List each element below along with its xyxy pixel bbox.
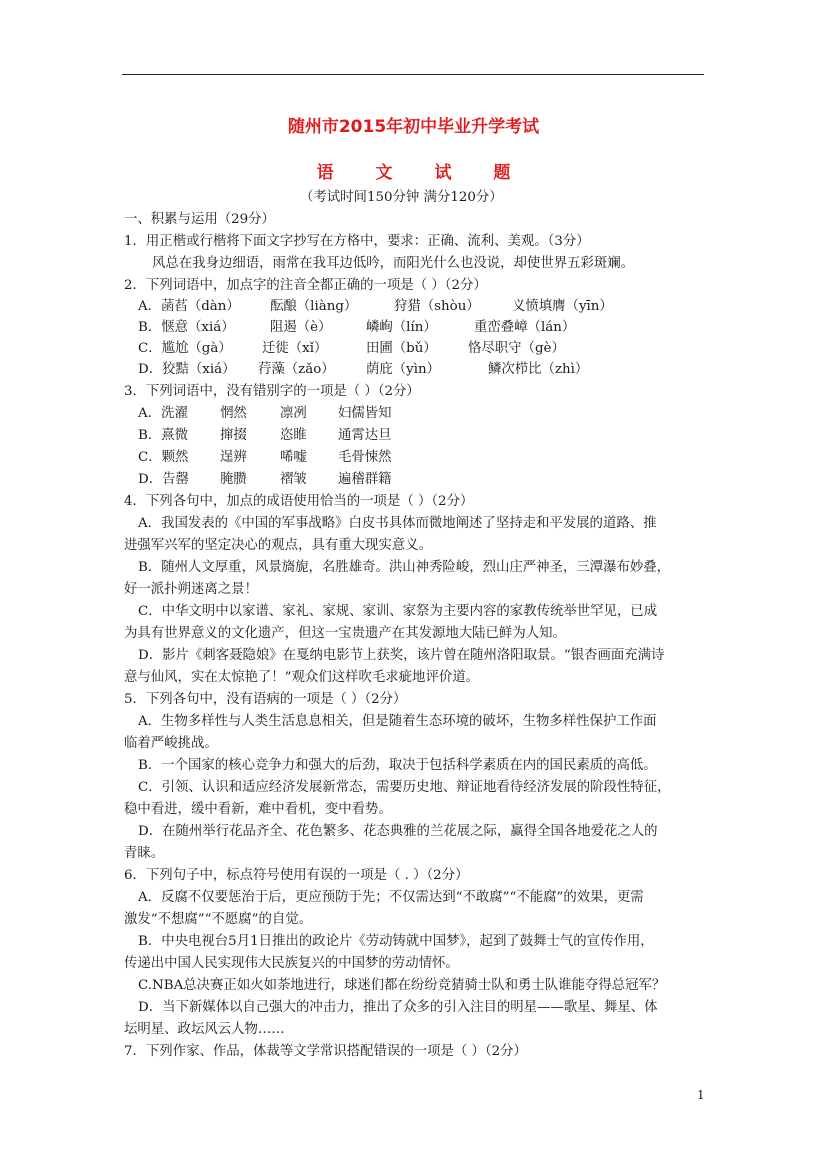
question-6-stem: 6．下列句子中，标点符号使用有误的一项是（ . ）（2分）: [124, 868, 469, 883]
question-4-line: 好一派扑朔迷离之景！: [124, 582, 258, 597]
option-cell: 腌臜: [220, 472, 247, 487]
question-5-line: 稳中看进，缓中看新，难中看机，变中看势。: [124, 802, 392, 817]
option-cell: C．尴尬（gà）: [138, 341, 232, 356]
option-cell: 惘然: [220, 406, 247, 421]
option-cell: A．洗濯: [138, 406, 188, 421]
question-6-line: 激发“不想腐”“不愿腐”的自觉。: [124, 912, 313, 927]
question-6-line: D．当下新媒体以自己强大的冲击力，推出了众多的引入注目的明星——歌星、舞星、体: [138, 1000, 658, 1015]
option-cell: 迁徙（xǐ）: [262, 341, 328, 356]
question-3-stem: 3．下列词语中，没有错别字的一项是（ ）（2分）: [124, 384, 420, 399]
option-cell: 田圃（bǔ）: [366, 341, 437, 356]
option-cell: 毛骨悚然: [338, 450, 392, 465]
option-cell: 酝酿（liàng）: [270, 299, 358, 314]
option-cell: A．菡萏（dàn）: [138, 299, 240, 314]
option-cell: 撺掇: [220, 428, 247, 443]
question-4-line: B．随州人文厚重，风景旖旎，名胜雄奇。洪山神秀险峻，烈山庄严神圣，三潭瀑布妙叠，: [138, 560, 671, 575]
question-1-text: 风总在我身边细语，雨常在我耳边低吟，而阳光什么也没说，却使世界五彩斑斓。: [152, 256, 635, 271]
question-4-line: A．我国发表的《中国的军事战略》白皮书具体而微地阐述了坚持走和平发展的道路、推: [138, 516, 657, 531]
option-cell: 重峦叠嶂（lán）: [474, 320, 576, 335]
option-cell: 嶙峋（lín）: [366, 320, 437, 335]
question-5-line: C．引领、认识和适应经济发展新常态，需要历史地、辩证地看待经济发展的阶段性特征，: [138, 780, 671, 795]
option-cell: 遍稽群籍: [338, 472, 392, 487]
option-cell: 褶皱: [280, 472, 307, 487]
option-cell: C．颗然: [138, 450, 189, 465]
question-5-line: B．一个国家的核心竞争力和强大的后劲，取决于包括科学素质在内的国民素质的高低。: [138, 758, 657, 773]
option-cell: 义愤填膺（yīn）: [512, 299, 613, 314]
header-rule: [122, 74, 704, 75]
question-7-stem: 7．下列作家、作品，体裁等文学常识搭配错误的一项是（ ）（2分）: [124, 1044, 527, 1059]
question-6-line: C.NBA总决赛正如火如荼地进行，球迷们都在纷纷竞猜骑士队和勇士队谁能夺得总冠军？: [138, 978, 666, 993]
question-2-stem: 2．下列词语中，加点字的注音全都正确的一项是（ ）（2分）: [124, 278, 487, 293]
question-6-line: A．反腐不仅要惩治于后，更应预防于先；不仅需达到“不敢腐”“不能腐”的效果，更需: [138, 890, 644, 905]
question-5-line: 青睐。: [124, 846, 165, 861]
option-cell: 荫庇（yìn）: [366, 362, 441, 377]
exam-title: 随州市2015年初中毕业升学考试: [287, 117, 540, 137]
question-6-line: B．中央电视台5月1日推出的政论片《劳动铸就中国梦》，起到了鼓舞士气的宣传作用，: [138, 934, 654, 949]
exam-subject: 语 文 试 题: [316, 163, 529, 183]
question-4-line: C．中华文明中以家谱、家礼、家规、家训、家祭为主要内容的家教传统举世罕见，已成: [138, 604, 658, 619]
question-4-line: 为具有世界意义的文化遗产，但这一宝贵遗产在其发源地大陆已鲜为人知。: [124, 626, 566, 641]
question-5-line: A．生物多样性与人类生活息息相关，但是随着生态环境的破坏，生物多样性保护工作面: [138, 714, 657, 729]
question-6-line: 传递出中国人民实现伟大民族复兴的中国梦的劳动情怀。: [124, 956, 459, 971]
question-4-line: 进强军兴军的坚定决心的观点，具有重大现实意义。: [124, 538, 432, 553]
option-cell: 荇藻（zǎo）: [258, 362, 335, 377]
question-4-stem: 4．下列各句中，加点的成语使用恰当的一项是（ ）（2分）: [124, 494, 474, 509]
question-4-line: D．影片《刺客聂隐娘》在戛纳电影节上获奖，该片曾在随州洛阳取景。“银杏画面充满诗: [138, 648, 665, 663]
question-6-line: 坛明星、政坛风云人物……: [124, 1022, 285, 1037]
option-cell: 唏嘘: [280, 450, 307, 465]
option-cell: 凛冽: [280, 406, 307, 421]
question-5-stem: 5．下列各句中，没有语病的一项是（ ）（2分）: [124, 692, 407, 707]
exam-info: （考试时间150分钟 满分120分）: [300, 190, 503, 205]
question-5-line: 临着严峻挑战。: [124, 736, 218, 751]
option-cell: 恣睢: [280, 428, 307, 443]
option-cell: 鳞次栉比（zhì）: [488, 362, 589, 377]
question-1-stem: 1．用正楷或行楷将下面文字抄写在方格中，要求：正确、流利、美观。（3分）: [124, 234, 590, 249]
option-cell: B．熹微: [138, 428, 189, 443]
option-cell: 狩猎（shòu）: [394, 299, 480, 314]
page-number: 1: [697, 1088, 705, 1102]
option-cell: 妇儒皆知: [338, 406, 392, 421]
question-4-line: 意与仙风，实在太惊艳了！”观众们这样吹毛求疵地评价道。: [124, 670, 479, 685]
section-heading: 一、积累与运用（29分）: [124, 212, 275, 227]
option-cell: D．告罄: [138, 472, 189, 487]
option-cell: 通霄达旦: [338, 428, 392, 443]
option-cell: B．惬意（xiá）: [138, 320, 235, 335]
option-cell: 阻遏（è）: [270, 320, 332, 335]
option-cell: 逞辨: [220, 450, 247, 465]
option-cell: 恪尽职守（gè）: [468, 341, 565, 356]
option-cell: D．狡黠（xiá）: [138, 362, 236, 377]
question-5-line: D．在随州举行花品齐全、花色繁多、花态典雅的兰花展之际，赢得全国各地爱花之人的: [138, 824, 658, 839]
